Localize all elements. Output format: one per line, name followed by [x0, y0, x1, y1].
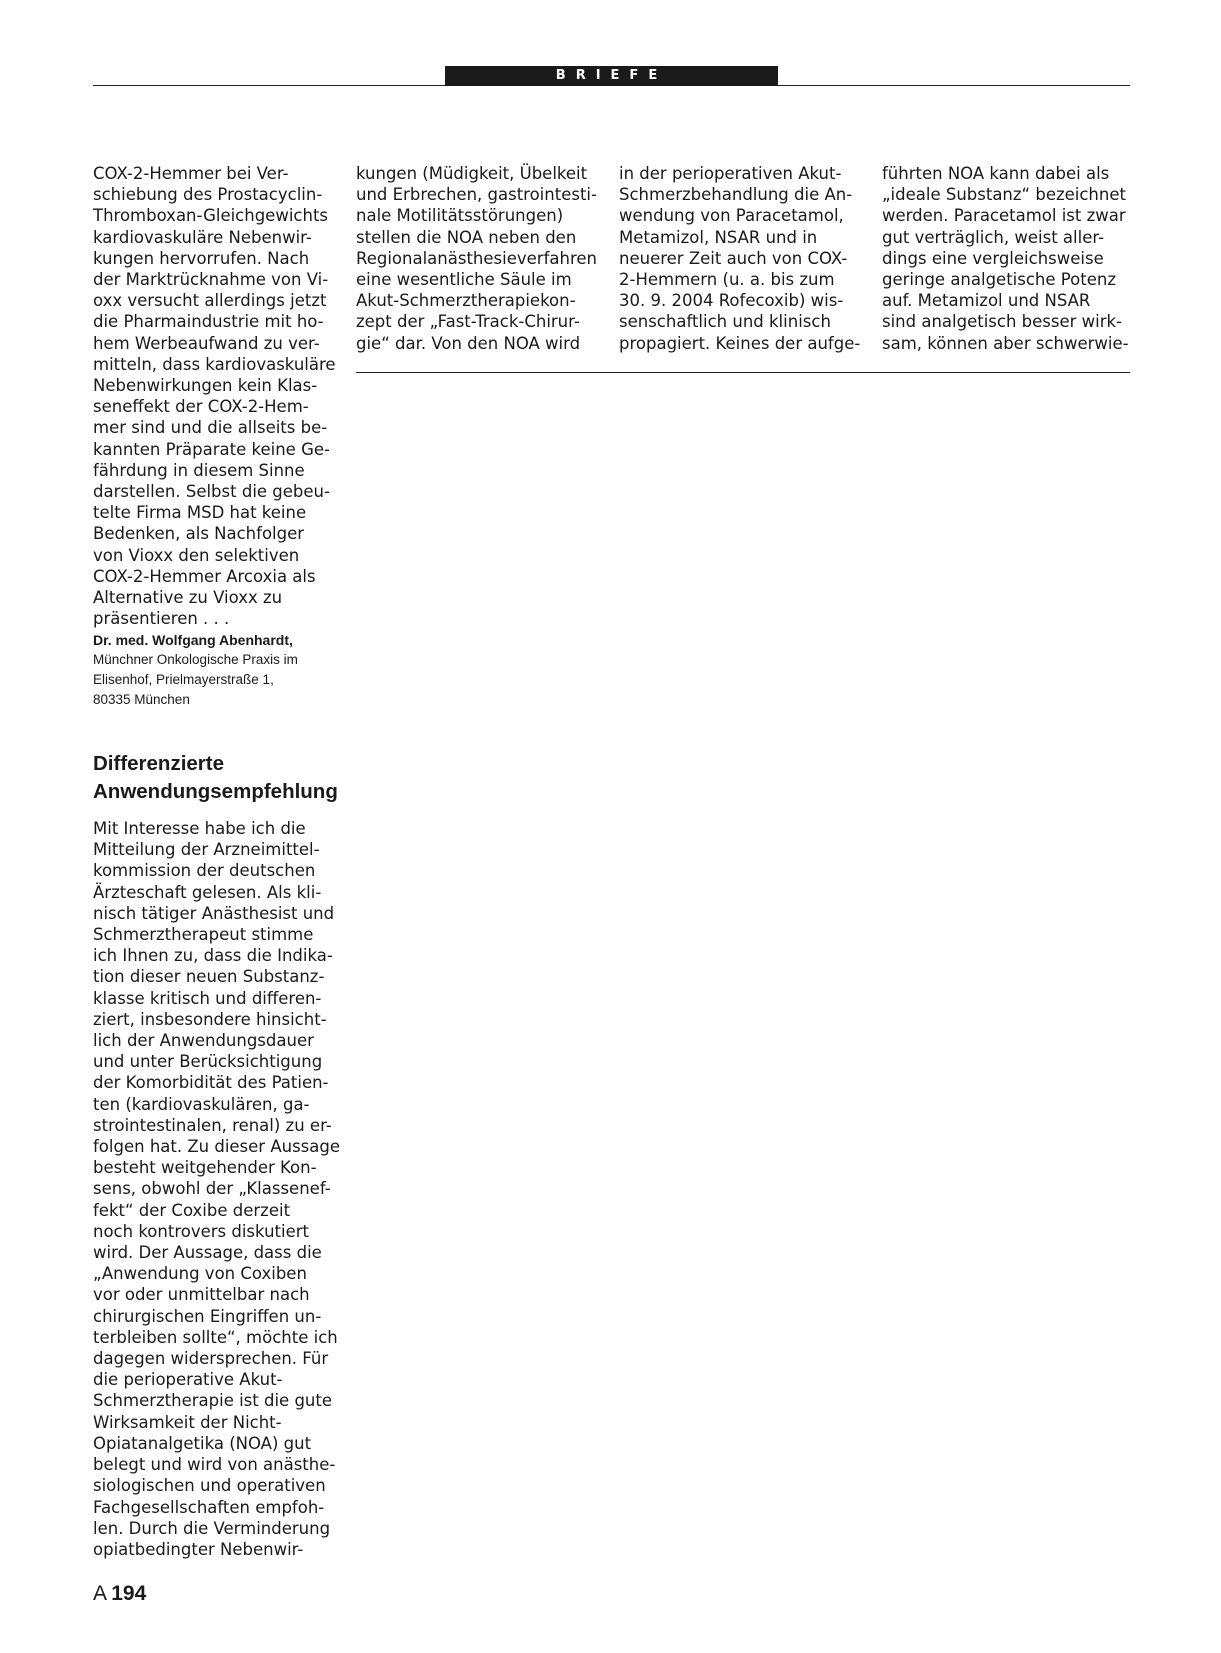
text-line: kardiovaskuläre Nebenwir- — [93, 227, 312, 247]
text-line: nisch tätiger Anästhesist und — [93, 903, 335, 923]
text-line: darstellen. Selbst die gebeu- — [93, 482, 330, 502]
author-address-line: 80335 München — [93, 692, 190, 708]
text-line: wird. Der Aussage, dass die — [93, 1243, 322, 1263]
text-line: nale Motilitätsstörungen) — [356, 206, 564, 226]
page-number — [93, 1582, 146, 1606]
text-line: fährdung in diesem Sinne — [93, 460, 305, 480]
text-line: Nebenwirkungen kein Klas- — [93, 376, 318, 396]
text-line: wendung von Paracetamol, — [619, 206, 844, 226]
text-line: Mitteilung der Arzneimittel- — [93, 840, 320, 860]
text-line: strointestinalen, renal) zu er- — [93, 1115, 332, 1135]
text-line: sind analgetisch besser wirk- — [882, 312, 1123, 332]
text-line: ten (kardiovaskulären, ga- — [93, 1094, 310, 1114]
text-line: kungen hervorrufen. Nach — [93, 248, 310, 268]
text-line: gut verträglich, weist aller- — [882, 227, 1105, 247]
text-line: Wirksamkeit der Nicht- — [93, 1412, 282, 1432]
heading-line: Differenzierte — [93, 752, 225, 775]
text-line: siologischen und operativen — [93, 1476, 326, 1496]
text-line: neuerer Zeit auch von COX- — [619, 248, 848, 268]
text-line: len. Durch die Verminderung — [93, 1518, 331, 1538]
author-address-line: Münchner Onkologische Praxis im — [93, 652, 298, 668]
text-line: lich der Anwendungsdauer — [93, 1031, 314, 1051]
text-line: Schmerztherapie ist die gute — [93, 1391, 333, 1411]
text-line: terbleiben sollte“, möchte ich — [93, 1327, 338, 1347]
text-line: stellen die NOA neben den — [356, 227, 577, 247]
text-line: oxx versucht allerdings jetzt — [93, 291, 327, 311]
text-line: telte Firma MSD hat keine — [93, 503, 307, 523]
text-line: Mit Interesse habe ich die — [93, 819, 306, 838]
text-line: Regionalanästhesieverfahren — [356, 248, 597, 268]
letter1-column — [93, 163, 343, 710]
text-line: noch kontrovers diskutiert — [93, 1221, 309, 1241]
text-line: mitteln, dass kardiovaskuläre — [93, 354, 336, 374]
letter2-heading — [93, 750, 363, 806]
text-line: eine wesentliche Säule im — [356, 270, 572, 290]
text-line: der Marktrücknahme von Vi- — [93, 270, 329, 290]
text-line: in der perioperativen Akut- — [619, 164, 842, 183]
text-line: werden. Paracetamol ist zwar — [882, 206, 1126, 226]
text-line: und Erbrechen, gastrointesti- — [356, 185, 597, 205]
text-line: vor oder unmittelbar nach — [93, 1285, 310, 1305]
text-line: schiebung des Prostacyclin- — [93, 185, 323, 205]
text-line: „Anwendung von Coxiben — [93, 1264, 307, 1284]
text-line: Opiatanalgetika (NOA) gut — [93, 1433, 312, 1453]
text-line: „ideale Substanz“ bezeichnet — [882, 185, 1126, 205]
text-line: senschaftlich und klinisch — [619, 312, 831, 332]
text-line: Alternative zu Vioxx zu — [93, 588, 283, 608]
text-line: auf. Metamizol und NSAR — [882, 291, 1091, 311]
text-line: und unter Berücksichtigung — [93, 1052, 323, 1072]
text-line: Fachgesellschaften empfoh- — [93, 1497, 325, 1517]
text-line: der Komorbidität des Patien- — [93, 1073, 329, 1093]
text-line: geringe analgetische Potenz — [882, 270, 1116, 290]
author-name: Dr. med. Wolfgang Abenhardt, — [93, 632, 293, 649]
text-line: gie“ dar. Von den NOA wird — [356, 333, 581, 353]
text-line: Schmerzbehandlung die An- — [619, 185, 853, 205]
text-line: kannten Präparate keine Ge- — [93, 439, 330, 459]
page-prefix: A — [93, 1582, 108, 1605]
text-line: COX-2-Hemmer bei Ver- — [93, 164, 289, 183]
text-line: klasse kritisch und differen- — [93, 988, 322, 1008]
text-line: belegt und wird von anästhe- — [93, 1455, 336, 1475]
text-line: führten NOA kann dabei als — [882, 164, 1110, 183]
letter2-column-1 — [93, 818, 353, 1560]
text-line: COX-2-Hemmer Arcoxia als — [93, 566, 316, 586]
text-line: seneffekt der COX-2-Hem- — [93, 397, 309, 417]
text-line: Ärzteschaft gelesen. Als kli- — [93, 882, 322, 902]
text-line: Thromboxan-Gleichgewichts — [93, 206, 329, 226]
text-line: chirurgischen Eingriffen un- — [93, 1306, 322, 1326]
text-line: Schmerztherapeut stimme — [93, 925, 314, 945]
text-line: kommission der deutschen — [93, 861, 316, 881]
text-line: ich Ihnen zu, dass die Indika- — [93, 946, 333, 966]
text-line: tion dieser neuen Substanz- — [93, 967, 325, 987]
author-address-line: Elisenhof, Prielmayerstraße 1, — [93, 672, 274, 688]
text-line: 2-Hemmern (u. a. bis zum — [619, 270, 835, 290]
text-line: Bedenken, als Nachfolger — [93, 524, 305, 544]
letter2-column-4 — [882, 163, 1132, 354]
text-line: sens, obwohl der „Klassenef- — [93, 1179, 331, 1199]
text-line: fekt“ der Coxibe derzeit — [93, 1200, 291, 1220]
text-line: propagiert. Keines der aufge- — [619, 333, 861, 353]
column-end-rule — [356, 372, 1130, 373]
text-line: besteht weitgehender Kon- — [93, 1158, 317, 1178]
text-line: die perioperative Akut- — [93, 1370, 283, 1390]
heading-line: Anwendungsempfehlung — [93, 780, 338, 803]
text-line: dagegen widersprechen. Für — [93, 1349, 329, 1369]
text-line: folgen hat. Zu dieser Aussage — [93, 1137, 341, 1157]
letter2-column-2 — [356, 163, 606, 354]
section-tag: BRIEFE — [445, 66, 778, 86]
text-line: Metamizol, NSAR und in — [619, 227, 818, 247]
letter2-column-3 — [619, 163, 869, 354]
page-number-value: 194 — [111, 1582, 147, 1605]
text-line: opiatbedingter Nebenwir- — [93, 1539, 304, 1559]
text-line: von Vioxx den selektiven — [93, 545, 300, 565]
text-line: Akut-Schmerztherapiekon- — [356, 291, 576, 311]
text-line: 30. 9. 2004 Rofecoxib) wis- — [619, 291, 844, 311]
text-line: die Pharmaindustrie mit ho- — [93, 312, 324, 332]
text-line: ziert, insbesondere hinsicht- — [93, 1009, 327, 1029]
text-line: präsentieren . . . — [93, 609, 230, 629]
text-line: dings eine vergleichsweise — [882, 248, 1104, 268]
text-line: sam, können aber schwerwie- — [882, 333, 1129, 353]
text-line: hem Werbeaufwand zu ver- — [93, 333, 320, 353]
text-line: zept der „Fast-Track-Chirur- — [356, 312, 580, 332]
text-line: mer sind und die allseits be- — [93, 418, 328, 438]
text-line: kungen (Müdigkeit, Übelkeit — [356, 164, 588, 183]
